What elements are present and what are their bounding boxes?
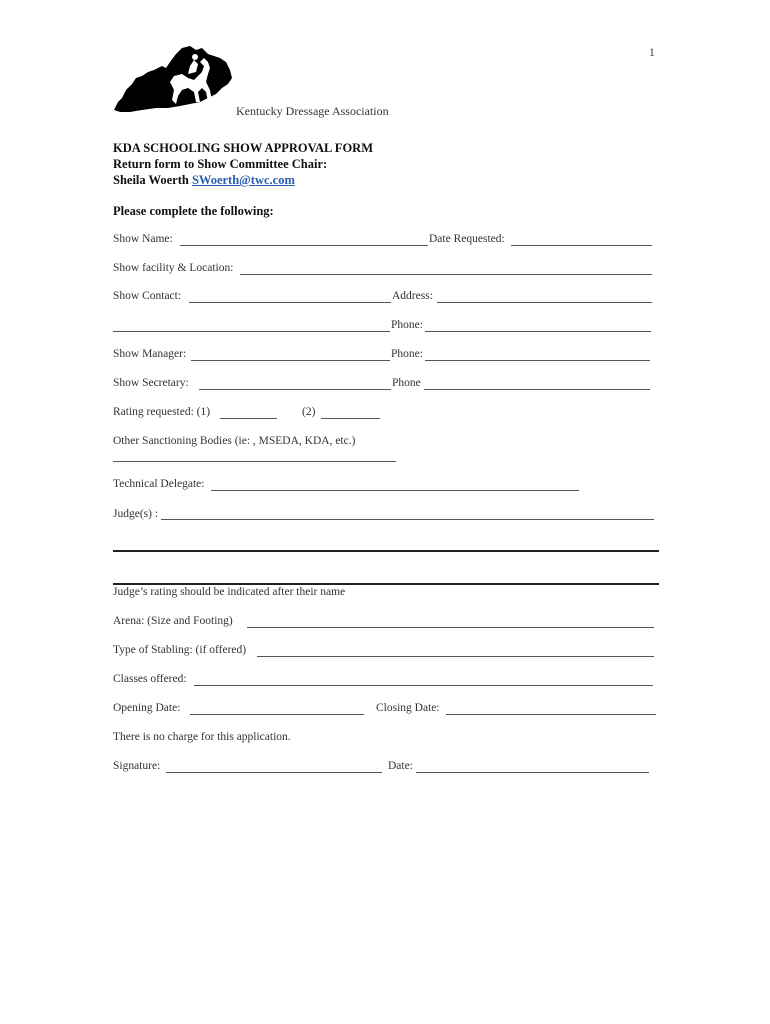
closing-date-field[interactable]: [446, 714, 656, 715]
manager-phone-label: Phone:: [391, 348, 423, 360]
manager-phone-field[interactable]: [425, 360, 650, 361]
kentucky-map-logo: [114, 46, 232, 112]
show-name-label: Show Name:: [113, 233, 173, 245]
show-contact-field[interactable]: [189, 302, 391, 303]
arena-label: Arena: (Size and Footing): [113, 615, 233, 627]
date-requested-field[interactable]: [511, 245, 652, 246]
opening-date-label: Opening Date:: [113, 702, 181, 714]
instructions: Please complete the following:: [113, 204, 274, 218]
date-label: Date:: [388, 760, 413, 772]
opening-date-field[interactable]: [190, 714, 364, 715]
address-label: Address:: [392, 290, 433, 302]
date-requested-label: Date Requested:: [429, 233, 505, 245]
judges-field[interactable]: [161, 519, 654, 520]
address-field[interactable]: [437, 302, 652, 303]
show-name-field[interactable]: [180, 245, 428, 246]
stabling-label: Type of Stabling: (if offered): [113, 644, 247, 656]
show-secretary-label: Show Secretary:: [113, 377, 189, 389]
chair-contact: [113, 173, 295, 188]
org-name: Kentucky Dressage Association: [236, 104, 389, 118]
chair-name: Sheila Woerth: [113, 173, 189, 187]
show-secretary-field[interactable]: [199, 389, 391, 390]
judges-rating-note: Judge’s rating should be indicated after their name: [113, 586, 346, 598]
section-divider-bottom: [113, 583, 659, 585]
contact-phone-label: Phone:: [391, 319, 423, 331]
technical-delegate-field[interactable]: [211, 490, 579, 491]
classes-label: Classes offered:: [113, 673, 187, 685]
classes-field[interactable]: [194, 685, 653, 686]
section-divider-top: [113, 550, 659, 552]
show-facility-label: Show facility & Location:: [113, 262, 234, 274]
technical-delegate-label: Technical Delegate:: [113, 478, 205, 490]
show-manager-label: Show Manager:: [113, 348, 187, 360]
secretary-phone-field[interactable]: [424, 389, 650, 390]
closing-date-label: Closing Date:: [376, 702, 440, 714]
rating-1-field[interactable]: [220, 418, 277, 419]
other-bodies-field[interactable]: [113, 461, 396, 462]
page-number: 1: [649, 47, 655, 59]
contact-line-2-field[interactable]: [113, 331, 390, 332]
form-title: KDA SCHOOLING SHOW APPROVAL FORM: [113, 141, 373, 155]
contact-phone-field[interactable]: [425, 331, 651, 332]
kda-logo: [112, 44, 236, 116]
show-manager-field[interactable]: [191, 360, 390, 361]
chair-email-link[interactable]: SWoerth@twc.com: [191, 173, 295, 187]
signature-field[interactable]: [166, 772, 382, 773]
judges-label: Judge(s) :: [113, 508, 159, 520]
rating-requested-label: Rating requested: (1): [113, 406, 211, 418]
arena-field[interactable]: [247, 627, 654, 628]
return-instruction: Return form to Show Committee Chair:: [113, 157, 328, 171]
date-field[interactable]: [416, 772, 649, 773]
no-charge-note: There is no charge for this application.: [113, 731, 291, 743]
rating-2-label: (2): [302, 406, 316, 418]
show-facility-field[interactable]: [240, 274, 652, 275]
secretary-phone-label: Phone: [392, 377, 421, 389]
rating-2-field[interactable]: [321, 418, 380, 419]
signature-label: Signature:: [113, 760, 161, 772]
other-bodies-label: Other Sanctioning Bodies (ie: , MSEDA, KDA, etc.): [113, 435, 356, 447]
show-contact-label: Show Contact:: [113, 290, 182, 302]
stabling-field[interactable]: [257, 656, 654, 657]
